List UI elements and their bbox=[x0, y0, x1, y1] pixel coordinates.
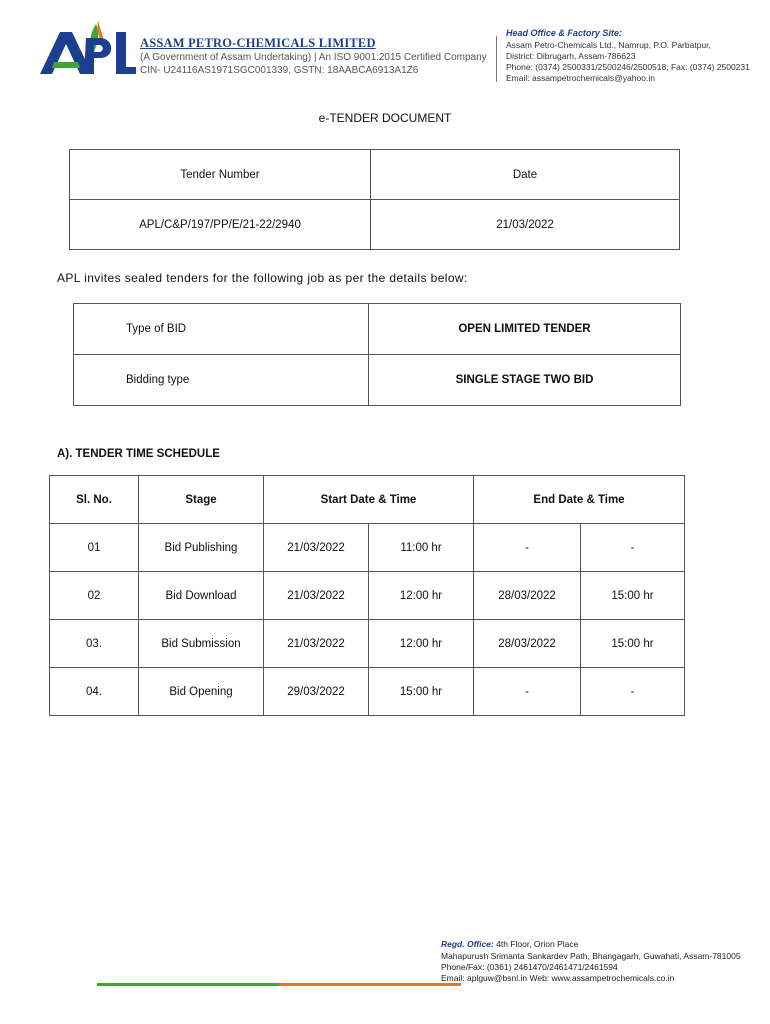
head-office-line: Assam Petro-Chemicals Ltd., Namrup, P.O. Parbatpur, bbox=[506, 40, 711, 50]
end-header: End Date & Time bbox=[474, 476, 685, 524]
date-value: 21/03/2022 bbox=[371, 200, 680, 250]
end-date-cell: 28/03/2022 bbox=[474, 572, 581, 620]
start-header: Start Date & Time bbox=[264, 476, 474, 524]
bid-value: SINGLE STAGE TWO BID bbox=[369, 355, 681, 406]
regd-office-address: Mahapurush Srimanta Sankardev Path, Bhangagarh, Guwahati, Assam-781005 bbox=[441, 951, 741, 961]
regd-office-phone: Phone/Fax: (0361) 2461470/2461471/2461594 bbox=[441, 962, 618, 972]
table-row bbox=[50, 668, 685, 716]
sl-cell: 03. bbox=[50, 620, 139, 668]
stage-cell: Bid Submission bbox=[139, 620, 264, 668]
schedule-heading: A). TENDER TIME SCHEDULE bbox=[57, 448, 220, 460]
footer-green-bar bbox=[97, 983, 279, 986]
regd-office-label: Regd. Office: bbox=[441, 939, 494, 949]
tender-table bbox=[69, 149, 680, 250]
company-logo bbox=[38, 18, 138, 80]
sl-header: Sl. No. bbox=[50, 476, 139, 524]
head-office-title: Head Office & Factory Site: bbox=[506, 28, 622, 38]
company-name: ASSAM PETRO-CHEMICALS LIMITED bbox=[140, 36, 376, 50]
start-time-cell: 12:00 hr bbox=[369, 620, 474, 668]
bid-table bbox=[73, 303, 681, 406]
sl-cell: 01 bbox=[50, 524, 139, 572]
schedule-table bbox=[49, 475, 685, 716]
table-row bbox=[50, 524, 685, 572]
company-cin: CIN- U24116AS1971SGC001339, GSTN: 18AABCA6913A1Z6 bbox=[140, 65, 419, 76]
bid-row bbox=[74, 304, 681, 355]
tender-number-header: Tender Number bbox=[70, 150, 371, 200]
sl-cell: 04. bbox=[50, 668, 139, 716]
schedule-header-row bbox=[50, 476, 685, 524]
sl-cell: 02 bbox=[50, 572, 139, 620]
tender-number-value: APL/C&P/197/PP/E/21-22/2940 bbox=[70, 200, 371, 250]
head-office-line: Phone: (0374) 2500331/2500246/2500518, Fax: (0374) 2500231 bbox=[506, 62, 750, 72]
bid-label: Type of BID bbox=[74, 304, 369, 355]
start-date-cell: 21/03/2022 bbox=[264, 572, 369, 620]
head-office-line: Email: assampetrochemicals@yahoo.in bbox=[506, 73, 655, 83]
end-time-cell: 15:00 hr bbox=[581, 620, 685, 668]
head-office-line: District: Dibrugarh, Assam-786623 bbox=[506, 51, 636, 61]
stage-cell: Bid Publishing bbox=[139, 524, 264, 572]
start-time-cell: 12:00 hr bbox=[369, 572, 474, 620]
stage-cell: Bid Download bbox=[139, 572, 264, 620]
date-header: Date bbox=[371, 150, 680, 200]
start-time-cell: 15:00 hr bbox=[369, 668, 474, 716]
start-date-cell: 21/03/2022 bbox=[264, 524, 369, 572]
regd-office-first: 4th Floor, Orion Place bbox=[496, 939, 579, 949]
end-date-cell: - bbox=[474, 668, 581, 716]
bid-value: OPEN LIMITED TENDER bbox=[369, 304, 681, 355]
start-date-cell: 29/03/2022 bbox=[264, 668, 369, 716]
table-row bbox=[50, 620, 685, 668]
company-tagline: (A Government of Assam Undertaking) | An ISO 9001:2015 Certified Company bbox=[140, 52, 487, 63]
header-divider bbox=[496, 36, 497, 82]
regd-office-email: Email: aplguw@bsnl.in Web: www.assampetrochemicals.co.in bbox=[441, 973, 675, 983]
bid-row bbox=[74, 355, 681, 406]
end-time-cell: 15:00 hr bbox=[581, 572, 685, 620]
end-date-cell: - bbox=[474, 524, 581, 572]
stage-cell: Bid Opening bbox=[139, 668, 264, 716]
end-time-cell: - bbox=[581, 524, 685, 572]
table-row bbox=[50, 572, 685, 620]
footer-orange-bar bbox=[279, 983, 461, 986]
intro-text: APL invites sealed tenders for the following job as per the details below: bbox=[57, 271, 468, 285]
start-date-cell: 21/03/2022 bbox=[264, 620, 369, 668]
bid-label: Bidding type bbox=[74, 355, 369, 406]
document-title: e-TENDER DOCUMENT bbox=[318, 111, 452, 125]
end-date-cell: 28/03/2022 bbox=[474, 620, 581, 668]
start-time-cell: 11:00 hr bbox=[369, 524, 474, 572]
stage-header: Stage bbox=[139, 476, 264, 524]
end-time-cell: - bbox=[581, 668, 685, 716]
regd-office-line bbox=[441, 939, 578, 949]
